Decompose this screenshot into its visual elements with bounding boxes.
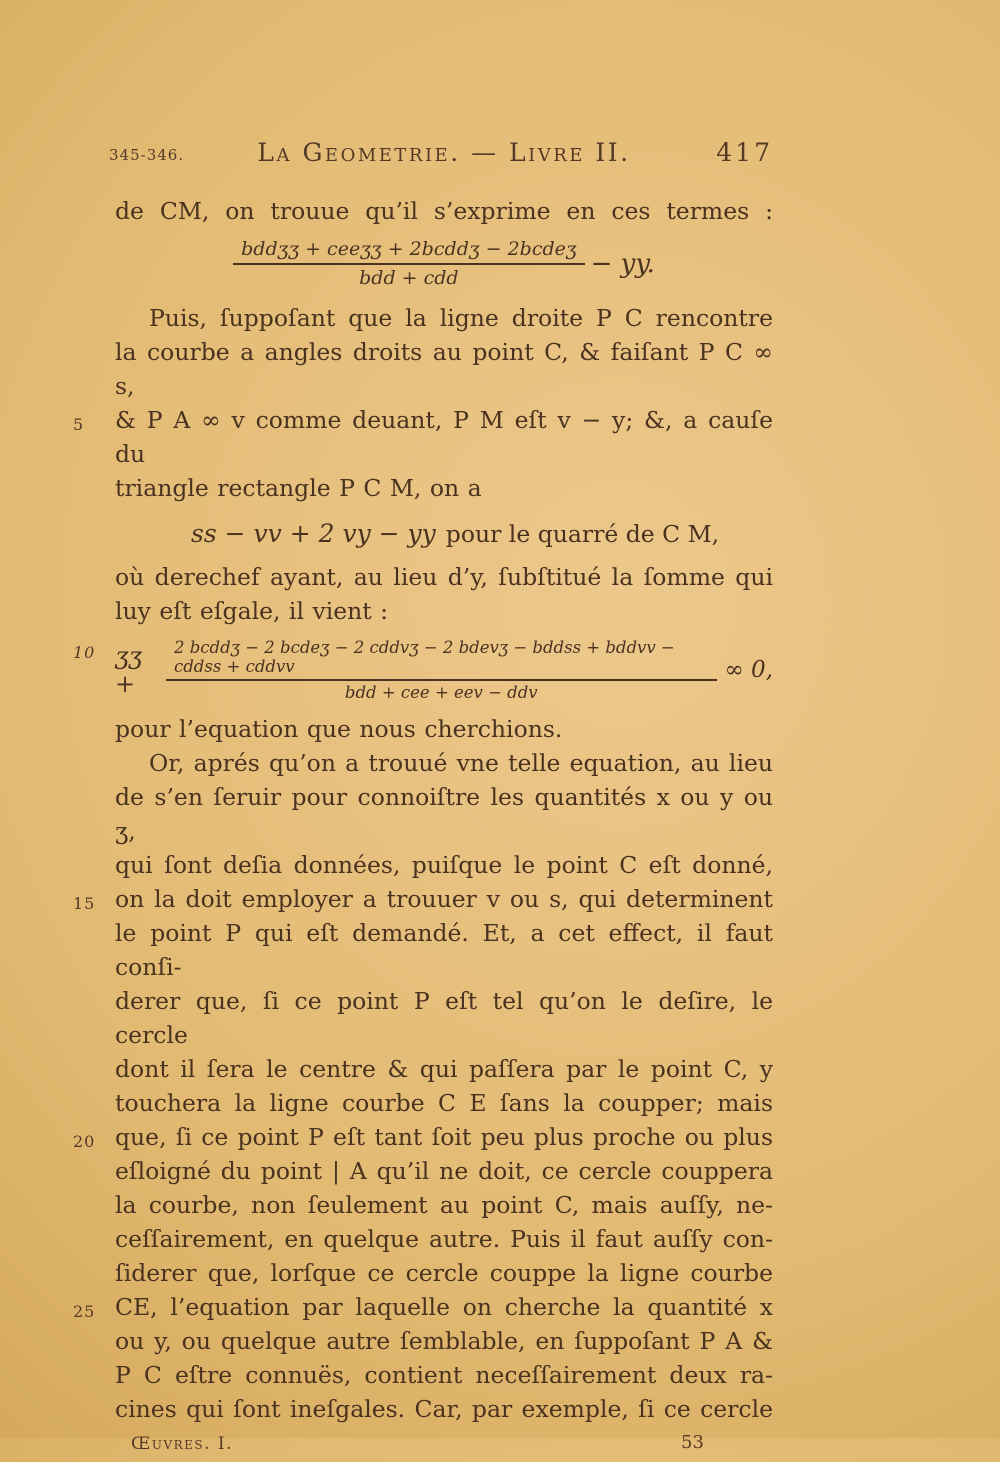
text-line: P C eſtre connuës, contient neceſſairement deux ra- [115,1361,773,1389]
text-line-content: & P A ∞ v comme deuant, P M eſt v − y; &, a cauſe du [115,406,773,468]
text-line: de s’en ſeruir pour connoiſtre les quantités x ou y ou ʒ, [115,783,773,845]
equation-cm-expression [115,238,773,289]
work-label: Œuvres. I. [131,1434,234,1454]
margin-line-number: 15 [73,894,96,913]
fraction-denominator: bdd + cee + eev − ddv [344,683,538,702]
text-line: derer que, ſi ce point P eſt tel qu’on le deſire, le cercle [115,987,773,1049]
text-line: ou y, ou quelque autre ſemblable, en ſuppoſant P A & [115,1327,773,1355]
margin-line-number: 10 [73,643,96,662]
equation-lead: ʒʒ + [115,642,143,698]
text-line: Puis, ſuppoſant que la ligne droite P C rencontre [149,304,773,332]
equation-trailer: − yy. [590,248,655,279]
text-line: touchera la ligne courbe C E ſans la coupper; mais [115,1089,773,1117]
book-page [73,0,773,1462]
text-line: triangle rectangle P C M, on a [115,474,482,502]
page-number: 417 [716,138,773,167]
equation-final [73,638,773,702]
fraction [233,238,584,289]
text-line: Or, aprés qu’on a trouué vne telle equation, au lieu [149,749,773,777]
text-line-content: on la doit employer a trouuer v ou s, qui determinent [115,885,773,913]
text-line-content: que, ſi ce point P eſt tant ſoit peu plus proche ou plus [115,1123,773,1151]
margin-line-number: 5 [73,415,85,434]
text-line: eſloigné du point | A qu’il ne doit, ce cercle couppera [115,1157,773,1185]
fraction [166,638,717,702]
margin-line-number: 20 [73,1132,96,1151]
text-line [73,1120,773,1154]
fraction-denominator: bdd + cdd [359,267,459,289]
text-line: pour l’equation que nous cherchions. [115,715,563,743]
fraction-numerator: bddʒʒ + ceeʒʒ + 2bcddʒ − 2bcdeʒ [233,238,584,265]
text-line: la courbe a angles droits au point C, & faiſant P C ∞ s, [115,338,773,400]
fraction-numerator: 2 bcddʒ − 2 bcdeʒ − 2 cddvʒ − 2 bdevʒ − bddss + bddvv − cddss + cddvv [166,638,717,681]
text-line: de CM, on trouue qu’il s’exprime en ces termes : [115,197,773,225]
text-line: la courbe, non ſeulement au point C, mais auſſy, ne- [115,1191,773,1219]
text-line: dont il ſera le centre & qui paſſera par le point C, y [115,1055,773,1083]
equation-cm-square [191,519,773,548]
text-line [73,403,773,471]
equation-trailer: ∞ 0, [724,657,773,683]
text-line-content: CE, l’equation par laquelle on cherche la quantité x [115,1293,773,1321]
text-line: où derechef ayant, au lieu d’y, ſubſtitué la ſomme qui [115,563,773,591]
text-line [73,882,773,916]
page-footer [115,1432,773,1462]
text-line: ſiderer que, lorſque ce cercle couppe la ligne courbe [115,1259,773,1287]
equation-math: ss − vv + 2 vy − yy [191,519,436,548]
text-line [73,1290,773,1324]
folio-reference: 345-346. [109,146,185,164]
text-line: ceſſairement, en quelque autre. Puis il faut auſſy con- [115,1225,773,1253]
signature-mark: 53 [681,1432,704,1453]
text-line: le point P qui eſt demandé. Et, a cet effect, il faut conſi- [115,919,773,981]
text-line: qui ſont deſia données, puiſque le point C eſt donné, [115,851,773,879]
running-title: La Geometrie. — Livre II. [257,138,631,167]
margin-line-number: 25 [73,1302,96,1321]
text-line: cines qui ſont ineſgales. Car, par exemple, ſi ce cercle [115,1395,773,1423]
text-line: luy eſt eſgale, il vient : [115,597,389,625]
equation-caption: pour le quarré de C M, [445,519,720,548]
page-header [109,138,773,172]
